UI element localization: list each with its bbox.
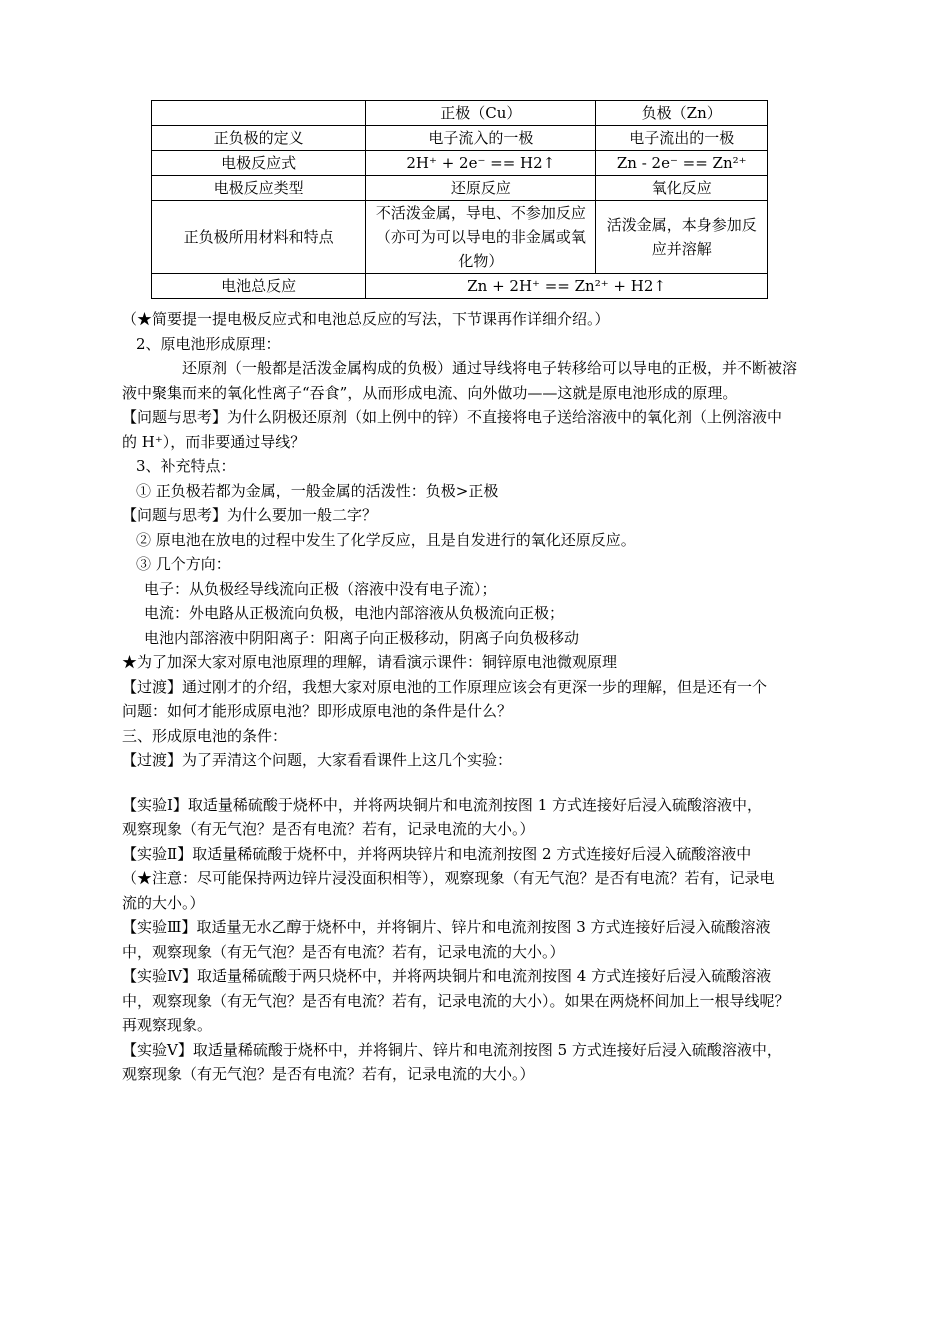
text-line: 电流：外电路从正极流向负极，电池内部溶液从负极流向正极； [144, 604, 565, 622]
table-header-cell: 正极（Cu） [366, 101, 596, 126]
table-row [152, 176, 768, 201]
table-cell: 不活泼金属，导电、不参加反应（亦可为可以导电的非金属或氧化物） [366, 201, 596, 274]
section-heading: 三、形成原电池的条件： [122, 726, 288, 745]
text-line: 【问题与思考】为什么要加一般二字？ [122, 506, 378, 524]
table-cell: 活泼金属，本身参加反应并溶解 [596, 201, 768, 274]
section-heading: 2、原电池形成原理： [136, 334, 281, 353]
total-reaction-value: Zn + 2H⁺ == Zn²⁺ + H2↑ [366, 274, 768, 299]
text-line: 液中聚集而来的氧化性离子“吞食”，从而形成电流、向外做功——这就是原电池形成的原理。 [122, 383, 738, 402]
text-line: 【实验Ⅴ】取适量稀硫酸于烧杯中，并将铜片、锌片和电流剂按图 5 方式连接好后浸入硫酸溶液中， [122, 1040, 782, 1059]
table-cell: 电极反应式 [152, 151, 366, 176]
text-line: 【问题与思考】为什么阴极还原剂（如上例中的锌）不直接将电子送给溶液中的氧化剂（上例溶液中 [122, 408, 783, 426]
table-cell: 还原反应 [366, 176, 596, 201]
text-line: 观察现象（有无气泡？是否有电流？若有，记录电流的大小。） [122, 1065, 535, 1083]
text-line: 流的大小。） [122, 893, 205, 912]
text-line: 【过渡】通过刚才的介绍，我想大家对原电池的工作原理应该会有更深一步的理解，但是还有一个 [122, 677, 768, 696]
table-cell: 电极反应类型 [152, 176, 366, 201]
text-line: 【过渡】为了弄清这个问题，大家看看课件上这几个实验： [122, 751, 513, 769]
text-line: ★为了加深大家对原电池原理的理解，请看演示课件：铜锌原电池微观原理 [122, 653, 618, 671]
blank-line [122, 773, 842, 793]
table-cell: 2H⁺ + 2e⁻ == H2↑ [366, 151, 596, 176]
table-cell: 电子流出的一极 [596, 126, 768, 151]
text-line: 再观察现象。 [122, 1016, 213, 1034]
text-line: 【实验Ⅳ】取适量稀硫酸于两只烧杯中，并将两块铜片和电流剂按图 4 方式连接好后浸入硫酸溶液 [122, 967, 772, 985]
text-line: 【实验Ⅲ】取适量无水乙醇于烧杯中，并将铜片、锌片和电流剂按图 3 方式连接好后浸入硫酸溶液 [122, 918, 771, 936]
text-line: 【实验Ⅰ】取适量稀硫酸于烧杯中，并将两块铜片和电流剂按图 1 方式连接好后浸入硫酸溶液中， [122, 795, 763, 814]
text-line: 电子：从负极经导线流向正极（溶液中没有电子流）； [144, 579, 497, 598]
text-line: 中，观察现象（有无气泡？是否有电流？若有，记录电流的大小。） [122, 942, 565, 961]
text-line: （★注意：尽可能保持两边锌片浸没面积相等），观察现象（有无气泡？是否有电流？若有，记录电 [122, 869, 775, 887]
table-header-row [152, 101, 768, 126]
table-total-row [152, 274, 768, 299]
text-line: ① 正负极若都为金属，一般金属的活泼性：负极>正极 [136, 481, 499, 500]
text-line: 观察现象（有无气泡？是否有电流？若有，记录电流的大小。） [122, 820, 535, 838]
table-cell: Zn - 2e⁻ == Zn²⁺ [596, 151, 768, 176]
table-cell: 正负极的定义 [152, 126, 366, 151]
electrode-comparison-table [151, 100, 768, 299]
text-line: 还原剂（一般都是活泼金属构成的负极）通过导线将电子转移给可以导电的正极，并不断被溶 [182, 359, 798, 377]
section-heading: 3、补充特点： [136, 457, 236, 475]
table-cell: 正负极所用材料和特点 [152, 201, 366, 274]
table-cell: 氧化反应 [596, 176, 768, 201]
text-line: 【实验Ⅱ】取适量稀硫酸于烧杯中，并将两块锌片和电流剂按图 2 方式连接好后浸入硫酸溶液中 [122, 844, 752, 863]
text-line: 电池内部溶液中阴阳离子：阳离子向正极移动，阴离子向负极移动 [144, 628, 580, 647]
body-text [122, 307, 842, 1087]
table-row [152, 126, 768, 151]
text-line: （★简要提一提电极反应式和电池总反应的写法，下节课再作详细介绍。） [122, 310, 610, 328]
text-line: 问题：如何才能形成原电池？即形成原电池的条件是什么？ [122, 702, 513, 720]
table-row [152, 151, 768, 176]
text-line: ② 原电池在放电的过程中发生了化学反应，且是自发进行的氧化还原反应。 [136, 530, 636, 549]
table-header-cell: 负极（Zn） [596, 101, 768, 126]
text-line: ③ 几个方向： [136, 555, 231, 573]
table-cell: 电子流入的一极 [366, 126, 596, 151]
total-reaction-label: 电池总反应 [152, 274, 366, 299]
table-row [152, 201, 768, 274]
text-line: 中，观察现象（有无气泡？是否有电流？若有，记录电流的大小）。如果在两烧杯间加上一根导线呢？ [122, 991, 790, 1010]
text-line: 的 H⁺），而非要通过导线？ [122, 432, 306, 451]
table-header-cell [152, 101, 366, 126]
